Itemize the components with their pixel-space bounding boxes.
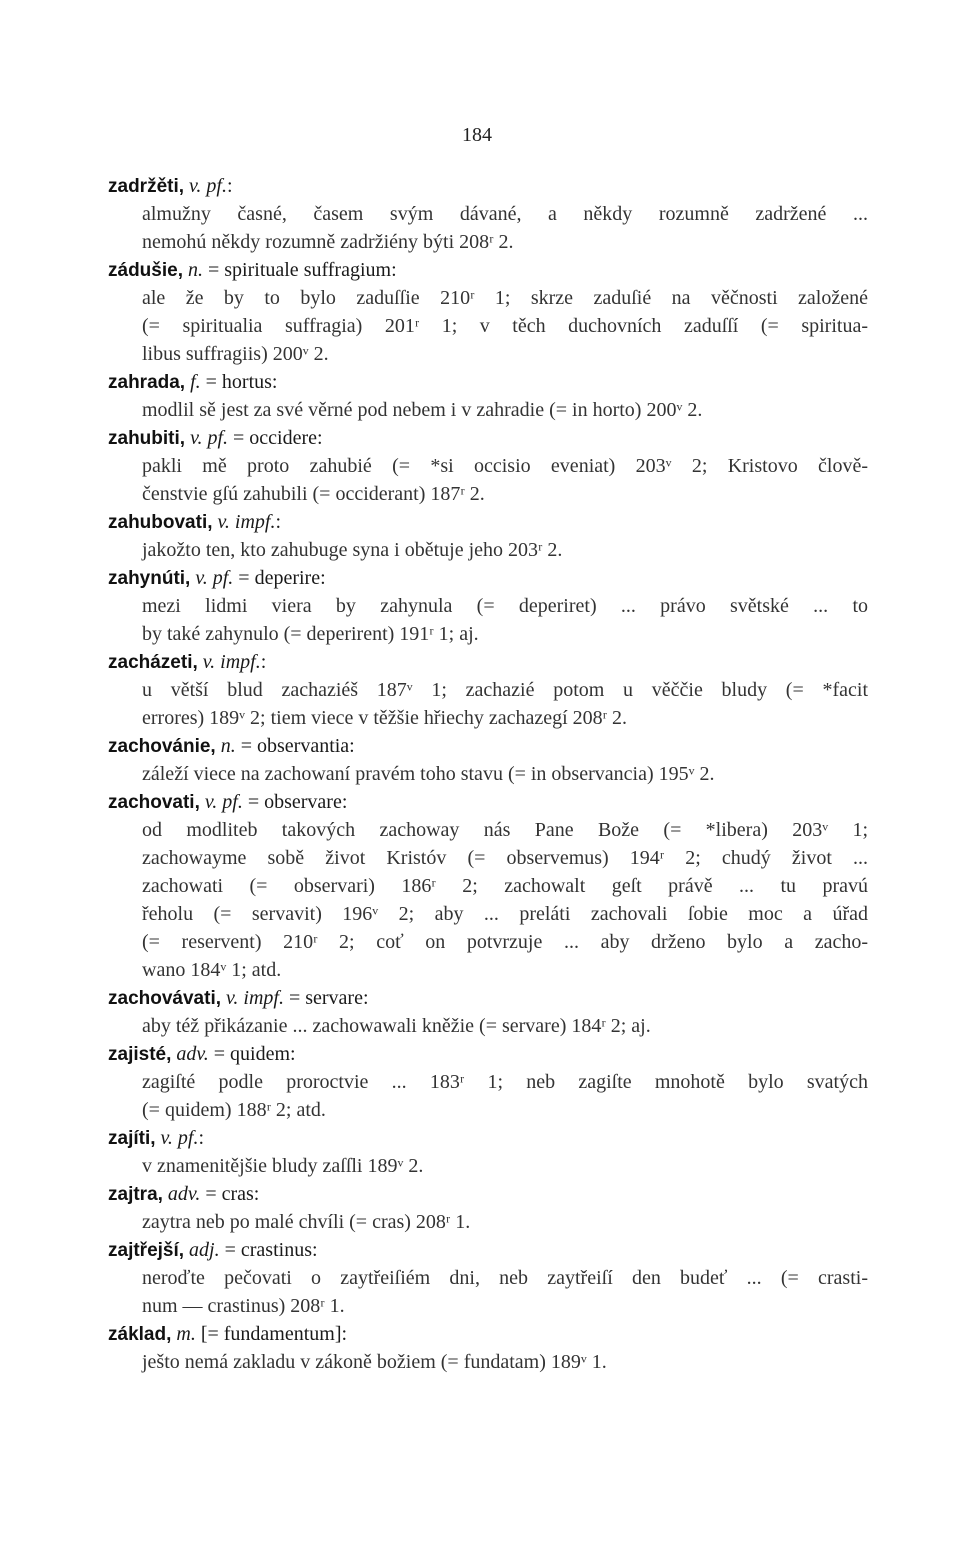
entry-head — [108, 788, 868, 816]
latin-gloss: = cras: — [205, 1183, 260, 1205]
citation-line: ješto nemá zakladu v zákoně božiem (= fundatam) 189ᵛ 1. — [142, 1351, 607, 1373]
latin-gloss: = spirituale suffragium: — [207, 259, 397, 281]
dictionary-entry — [108, 1040, 868, 1124]
entry-head — [108, 1040, 868, 1068]
part-of-speech: f. — [190, 371, 201, 393]
headword: zadržěti, — [108, 176, 185, 197]
citation-line: aby též přikázanie ... zachowawali kněžie (= servare) 184ʳ 2; aj. — [142, 1015, 651, 1037]
entry-head — [108, 424, 868, 452]
part-of-speech: v. pf. — [190, 427, 229, 449]
entry-head — [108, 256, 868, 284]
citation-line: záleží viece na zachowaní pravém toho stavu (= in observancia) 195ᵛ 2. — [142, 763, 715, 785]
part-of-speech: adv. — [167, 1183, 201, 1205]
headword: zajtra, — [108, 1184, 163, 1205]
latin-gloss: = quidem: — [213, 1043, 296, 1065]
dictionary-entry — [108, 172, 868, 256]
dictionary-entry — [108, 256, 868, 368]
citation-line: zaytra neb po malé chvíli (= cras) 208ʳ 1. — [142, 1211, 471, 1233]
dictionary-entry — [108, 732, 868, 788]
entry-head — [108, 1124, 868, 1152]
dictionary-entry — [108, 648, 868, 732]
headword: zahubiti, — [108, 428, 186, 449]
part-of-speech: adj. — [189, 1239, 220, 1261]
citation-line: (= spiritualia suffragia) 201ʳ 1; v těch duchovních zaduſſí (= spiritua- — [142, 315, 868, 337]
headword: zachovati, — [108, 792, 200, 813]
citation-line: num — crastinus) 208ʳ 1. — [142, 1295, 345, 1317]
latin-gloss: = observare: — [247, 791, 348, 813]
citation-line: by také zahynulo (= deperirent) 191ʳ 1; aj. — [142, 623, 479, 645]
dictionary-entry — [108, 368, 868, 424]
citation-line: od modliteb takových zachoway nás Pane Bože (= *libera) 203ᵛ 1; — [142, 819, 868, 841]
citation-line: neroďte pečovati o zaytřeiſiém dni, neb zaytřeiſí den budeť ... (= crasti- — [142, 1267, 868, 1289]
latin-gloss: = hortus: — [205, 371, 278, 393]
part-of-speech: n. — [187, 259, 203, 281]
entry-head — [108, 368, 868, 396]
citation-line: (= quidem) 188ʳ 2; atd. — [142, 1099, 326, 1121]
dictionary-entry — [108, 508, 868, 564]
citation-line: zagiſté podle proroctvie ... 183ʳ 1; neb zagiſte mnohotě bylo svatých — [142, 1071, 868, 1093]
headword: zajíti, — [108, 1128, 156, 1149]
part-of-speech: v. pf. — [204, 791, 243, 813]
headword: zahubovati, — [108, 512, 213, 533]
dictionary-entry — [108, 1320, 868, 1376]
latin-gloss: : — [198, 1127, 205, 1149]
dictionary-entry — [108, 1236, 868, 1320]
citation-line: libus suffragiis) 200ᵛ 2. — [142, 343, 329, 365]
citation-line: čenstvie gſú zahubili (= occiderant) 187ʳ 2. — [142, 483, 485, 505]
dictionary-entry — [108, 1124, 868, 1180]
dictionary-entry — [108, 424, 868, 508]
headword: základ, — [108, 1324, 172, 1345]
citation-line: jakožto ten, kto zahubuge syna i obětuje jeho 203ʳ 2. — [142, 539, 563, 561]
citation-line: almužny časné, časem svým dávané, a někdy rozumně zadržené ... — [142, 203, 868, 225]
entry-head — [108, 172, 868, 200]
entry-head — [108, 1320, 868, 1348]
latin-gloss: : — [275, 511, 282, 533]
entry-head — [108, 648, 868, 676]
entry-head — [108, 1180, 868, 1208]
entry-head — [108, 564, 868, 592]
citation-line: wano 184ᵛ 1; atd. — [142, 959, 282, 981]
entry-head — [108, 508, 868, 536]
citation-line: pakli mě proto zahubié (= *si occisio eveniat) 203ᵛ 2; Kristovo člově- — [142, 455, 868, 477]
part-of-speech: v. pf. — [195, 567, 234, 589]
part-of-speech: v. pf. — [189, 175, 227, 197]
part-of-speech: adv. — [176, 1043, 209, 1065]
dictionary-entry — [108, 984, 868, 1040]
citation-line: mezi lidmi viera by zahynula (= deperiret) ... právo světské ... to — [142, 595, 868, 617]
part-of-speech: v. impf. — [217, 511, 276, 533]
latin-gloss: = servare: — [288, 987, 369, 1009]
citation-line: zachowati (= observari) 186ʳ 2; zachowalt geſt právě ... tu pravú — [142, 875, 868, 897]
latin-gloss: = observantia: — [240, 735, 355, 757]
citation-line: řeholu (= servavit) 196ᵛ 2; aby ... preláti zachovali ſobie moc a úřad — [142, 903, 868, 925]
entry-head — [108, 1236, 868, 1264]
headword: zachovávati, — [108, 988, 221, 1009]
part-of-speech: v. pf. — [160, 1127, 199, 1149]
latin-gloss: = crastinus: — [224, 1239, 318, 1261]
citation-line: (= reservent) 210ʳ 2; coť on potvrzuje ... aby drženo bylo a zacho- — [142, 931, 868, 953]
latin-gloss: = occidere: — [233, 427, 323, 449]
headword: zacházeti, — [108, 652, 198, 673]
part-of-speech: n. — [220, 735, 236, 757]
part-of-speech: v. impf. — [226, 987, 284, 1009]
latin-gloss: : — [260, 651, 267, 673]
dictionary-entries — [108, 172, 868, 1376]
citation-line: errores) 189ᵛ 2; tiem viece v těžšie hřiechy zachazegí 208ʳ 2. — [142, 707, 628, 729]
page-number: 184 — [462, 124, 492, 146]
part-of-speech: v. impf. — [202, 651, 261, 673]
headword: zahynúti, — [108, 568, 191, 589]
citation-line: ale že by to bylo zaduſſie 210ʳ 1; skrze zaduſié na věčnosti založené — [142, 287, 868, 309]
dictionary-entry — [108, 788, 868, 984]
latin-gloss: : — [226, 175, 233, 197]
citation-line: modlil sě jest za své věrné pod nebem i v zahradie (= in horto) 200ᵛ 2. — [142, 399, 703, 421]
dictionary-entry — [108, 1180, 868, 1236]
headword: zádušie, — [108, 260, 183, 281]
dictionary-entry — [108, 564, 868, 648]
part-of-speech: m. — [176, 1323, 196, 1345]
citation-line: nemohú někdy rozumně zadržiény býti 208ʳ 2. — [142, 231, 514, 253]
headword: zajisté, — [108, 1044, 172, 1065]
latin-gloss: [= fundamentum]: — [200, 1323, 348, 1345]
headword: zahrada, — [108, 372, 186, 393]
citation-line: v znamenitějšie bludy zaſſli 189ᵛ 2. — [142, 1155, 424, 1177]
entry-head — [108, 732, 868, 760]
headword: zajtřejší, — [108, 1240, 185, 1261]
citation-line: zachowayme sobě život Kristóv (= observemus) 194ʳ 2; chudý život ... — [142, 847, 868, 869]
latin-gloss: = deperire: — [238, 567, 326, 589]
headword: zachovánie, — [108, 736, 216, 757]
entry-head — [108, 984, 868, 1012]
citation-line: u větší blud zachaziéš 187ᵛ 1; zachazié potom u věččie bludy (= *facit — [142, 679, 868, 701]
